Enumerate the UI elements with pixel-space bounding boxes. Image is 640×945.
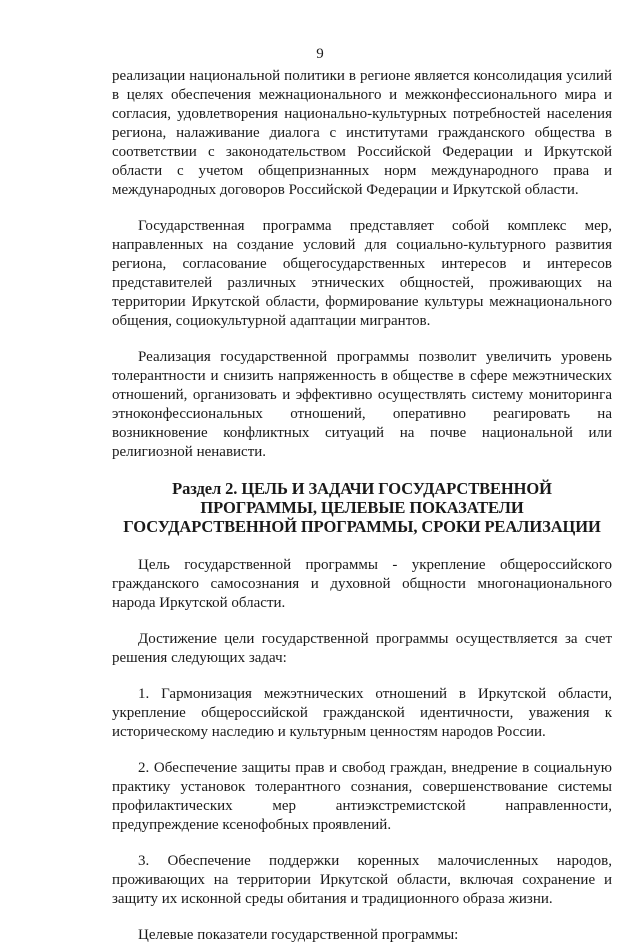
document-body [112,67,612,945]
paragraph-goal-achievement: Достижение цели государственной программы осуществляется за счет решения следующих задач: [112,631,612,666]
paragraph-program-outcome: Реализация государственной программы позволит увеличить уровень толерантности и снизить напряженность в обществе в сфере межэтнических отношений, организовать и эффективно осуществлять систему мониторинга этноконфессиональных отношений, оперативно реагировать на возникновение конфликтных ситуаций на почве национальной или религиозной ненависти. [112,349,612,460]
paragraph-continuation: реализации национальной политики в регионе является консолидация усилий в целях обеспечения межнационального и межконфессионального мира и согласия, удовлетворения национально-культурных потребностей населения региона, налаживание диалога с институтами гражданского общества в соответствии с законодательством Российской Федерации и Иркутской области с учетом общепризнанных норм международного права и международных договоров Российской Федерации и Иркутской области. [112,68,612,198]
paragraph-goal: Цель государственной программы - укрепление общероссийского гражданского самосознания и духовной общности многонационального народа Иркутской области. [112,557,612,611]
paragraph-program-description: Государственная программа представляет собой комплекс мер, направленных на создание условий для социально-культурного развития региона, согласование общегосударственных интересов и интересов представителей различных этнических общностей, проживающих на территории Иркутской области, формирование культуры межнационального общения, социокультурной адаптации мигрантов. [112,218,612,329]
page-number: 9 [316,46,324,62]
task-item-1: 1. Гармонизация межэтнических отношений в Иркутской области, укрепление общероссийской гражданской идентичности, уважения к историческому наследию и культурным ценностям народов России. [112,686,612,740]
section-heading: Раздел 2. ЦЕЛЬ И ЗАДАЧИ ГОСУДАРСТВЕННОЙ ПРОГРАММЫ, ЦЕЛЕВЫЕ ПОКАЗАТЕЛИ ГОСУДАРСТВЕННОЙ ПРОГРАММЫ, СРОКИ РЕАЛИЗАЦИИ [123,479,601,536]
paragraph-target-indicators: Целевые показатели государственной программы: [138,927,459,943]
task-item-3: 3. Обеспечение поддержки коренных малочисленных народов, проживающих на территории Иркутской области, включая сохранение и защиту их исконной среды обитания и традиционного образа жизни. [112,853,612,907]
task-item-2: 2. Обеспечение защиты прав и свобод граждан, внедрение в социальную практику установок толерантного сознания, совершенствование системы профилактических мер антиэкстремистской направленности, предупреждение ксенофобных проявлений. [112,760,612,833]
